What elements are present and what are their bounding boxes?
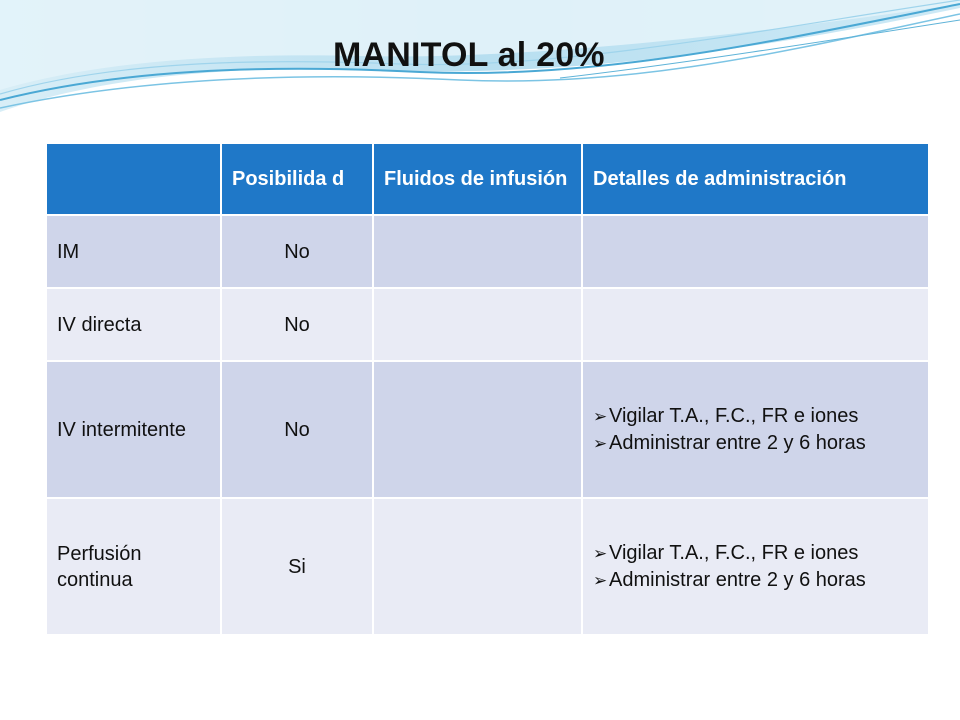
cell-fluidos bbox=[373, 498, 582, 635]
cell-detalles bbox=[582, 498, 929, 635]
arrow-bullet-icon: ➢ bbox=[593, 433, 608, 453]
detalle-text: Administrar entre 2 y 6 horas bbox=[609, 568, 866, 591]
cell-via: Perfusión continua bbox=[46, 498, 221, 635]
detalle-text: Vigilar T.A., F.C., FR e iones bbox=[609, 541, 859, 564]
header-cell-fluidos: Fluidos de infusión bbox=[373, 143, 582, 215]
cell-posibilidad: No bbox=[221, 288, 373, 361]
detalles-list bbox=[593, 403, 918, 457]
cell-posibilidad: Si bbox=[221, 498, 373, 635]
cell-detalles bbox=[582, 215, 929, 288]
header-row bbox=[46, 143, 929, 215]
cell-fluidos bbox=[373, 215, 582, 288]
detalle-text: Administrar entre 2 y 6 horas bbox=[609, 431, 866, 454]
arrow-bullet-icon: ➢ bbox=[593, 406, 608, 426]
detalle-text: Vigilar T.A., F.C., FR e iones bbox=[609, 404, 859, 427]
cell-detalles bbox=[582, 288, 929, 361]
list-item bbox=[593, 567, 918, 594]
cell-fluidos bbox=[373, 288, 582, 361]
header-cell-via bbox=[46, 143, 221, 215]
header-cell-detalles: Detalles de administración bbox=[582, 143, 929, 215]
table-row bbox=[46, 215, 929, 288]
list-item bbox=[593, 430, 918, 457]
table-row bbox=[46, 498, 929, 635]
cell-fluidos bbox=[373, 361, 582, 498]
list-item bbox=[593, 540, 918, 567]
detalles-list bbox=[593, 540, 918, 594]
page-title: MANITOL al 20% bbox=[333, 36, 605, 74]
arrow-bullet-icon: ➢ bbox=[593, 570, 608, 590]
table-row bbox=[46, 288, 929, 361]
table-row bbox=[46, 361, 929, 498]
list-item bbox=[593, 403, 918, 430]
header-cell-posibilidad: Posibilida d bbox=[221, 143, 373, 215]
cell-via: IM bbox=[46, 215, 221, 288]
cell-posibilidad: No bbox=[221, 361, 373, 498]
arrow-bullet-icon: ➢ bbox=[593, 543, 608, 563]
cell-via: IV directa bbox=[46, 288, 221, 361]
manitol-table bbox=[45, 142, 930, 636]
cell-posibilidad: No bbox=[221, 215, 373, 288]
cell-via: IV intermitente bbox=[46, 361, 221, 498]
cell-detalles bbox=[582, 361, 929, 498]
